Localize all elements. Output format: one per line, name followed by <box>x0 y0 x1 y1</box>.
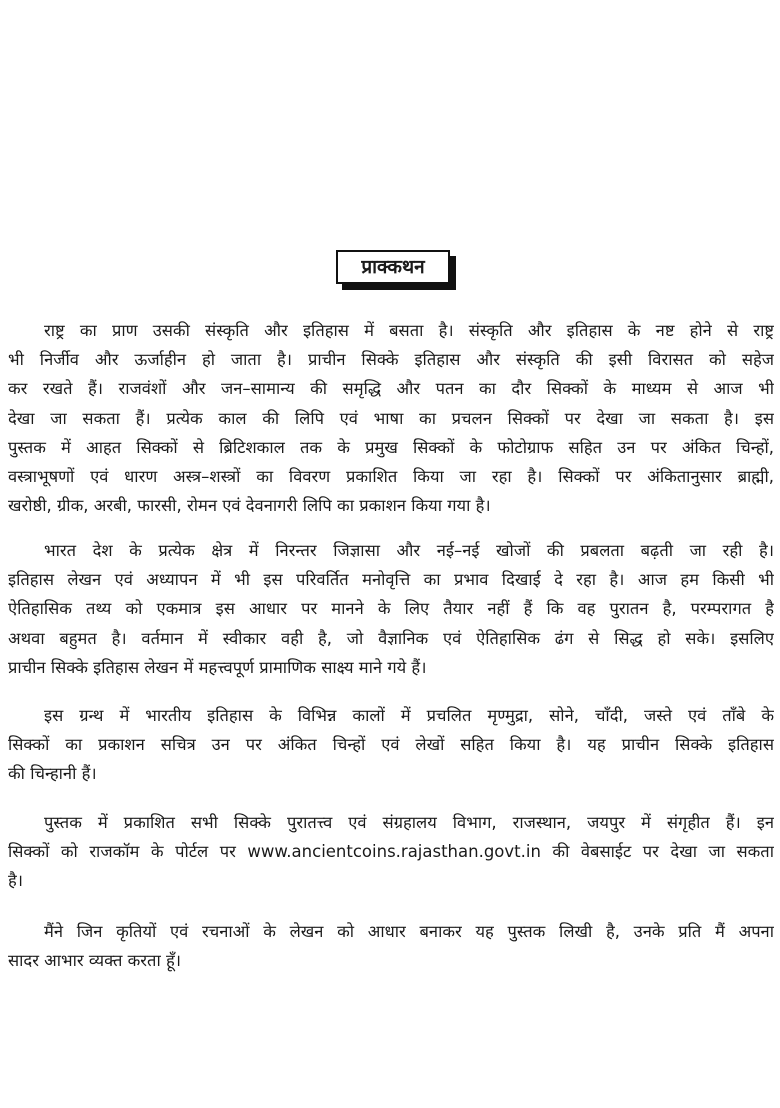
title-box <box>336 250 450 284</box>
paragraph-3 <box>8 701 774 789</box>
text-line: पुस्तक में आहत सिक्कों से ब्रिटिशकाल तक के प्रमुख सिक्कों के फोटोग्राफ सहित उन पर अंकित चिन्हों, <box>8 437 774 457</box>
paragraph-2 <box>8 536 774 682</box>
paragraph-1 <box>8 316 774 520</box>
paragraph-5 <box>8 917 774 975</box>
text-line: देखा जा सकता हैं। प्रत्येक काल की लिपि एवं भाषा का प्रचलन सिक्कों पर देखा जा सकता है। इस <box>8 408 774 428</box>
text-line: ऐतिहासिक तथ्य को एकमात्र इस आधार पर मानने के लिए तैयार नहीं हैं कि वह पुरातन है, परम्परागत है <box>8 599 774 619</box>
text-line: अथवा बहुमत है। वर्तमान में स्वीकार वही है, जो वैज्ञानिक एवं ऐतिहासिक ढंग से सिद्ध हो सके। इसलिए <box>8 628 774 648</box>
text-line: इतिहास लेखन एवं अध्यापन में भी इस परिवर्तित मनोवृत्ति का प्रभाव दिखाई दे रहा है। आज हम किसी भी <box>8 570 774 590</box>
text-line: कर रखते हैं। राजवंशों और जन–सामान्य की समृद्धि और पतन का दौर सिक्कों के माध्यम से आज भी <box>8 379 774 399</box>
text-line: की चिन्हानी हैं। <box>8 764 97 784</box>
text-line: भारत देश के प्रत्येक क्षेत्र में निरन्तर जिज्ञासा और नई–नई खोजों की प्रबलता बढ़ती जा रही है। <box>44 541 774 560</box>
text-line: भी निर्जीव और ऊर्जाहीन हो जाता है। प्राचीन सिक्के इतिहास और संस्कृति की इसी विरासत को सहेज <box>8 350 774 370</box>
text-line: खरोष्ठी, ग्रीक, अरबी, फारसी, रोमन एवं देवनागरी लिपि का प्रकाशन किया गया है। <box>8 496 491 516</box>
text-line: वस्त्राभूषणों एवं धारण अस्त्र–शस्त्रों का विवरण प्रकाशित किया जा रहा है। सिक्कों पर अंकितानुसार ब्राह्मी, <box>8 466 774 486</box>
text-line: प्राचीन सिक्के इतिहास लेखन में महत्त्वपूर्ण प्रामाणिक साक्ष्य माने गये हैं। <box>8 657 427 677</box>
page-title: प्राक्कथन <box>336 250 450 284</box>
text-line: पुस्तक में प्रकाशित सभी सिक्के पुरातत्त्व एवं संग्रहालय विभाग, राजस्थान, जयपुर में संगृहीत हैं। इन <box>44 813 774 832</box>
text-line: राष्ट्र का प्राण उसकी संस्कृति और इतिहास में बसता है। संस्कृति और इतिहास के नष्ट होने से राष्ट्र <box>44 321 774 340</box>
text-line: सिक्कों को राजकॉम के पोर्टल पर www.ancientcoins.rajasthan.govt.in की वेबसाईट पर देखा जा सकता <box>8 842 774 862</box>
text-line: मैंने जिन कृतियों एवं रचनाओं के लेखन को आधार बनाकर यह पुस्तक लिखी है, उनके प्रति मैं अपना <box>44 922 774 941</box>
text-line: इस ग्रन्थ में भारतीय इतिहास के विभिन्न कालों में प्रचलित मृण्मुद्रा, सोने, चाँदी, जस्ते एवं ताँबे के <box>44 706 774 725</box>
text-line: सादर आभार व्यक्त करता हूँ। <box>8 951 181 971</box>
text-line: है। <box>8 871 24 891</box>
text-line: सिक्कों का प्रकाशन सचित्र उन पर अंकित चिन्हों एवं लेखों सहित किया है। यह प्राचीन सिक्के इतिहास <box>8 735 774 755</box>
paragraph-4 <box>8 808 774 896</box>
